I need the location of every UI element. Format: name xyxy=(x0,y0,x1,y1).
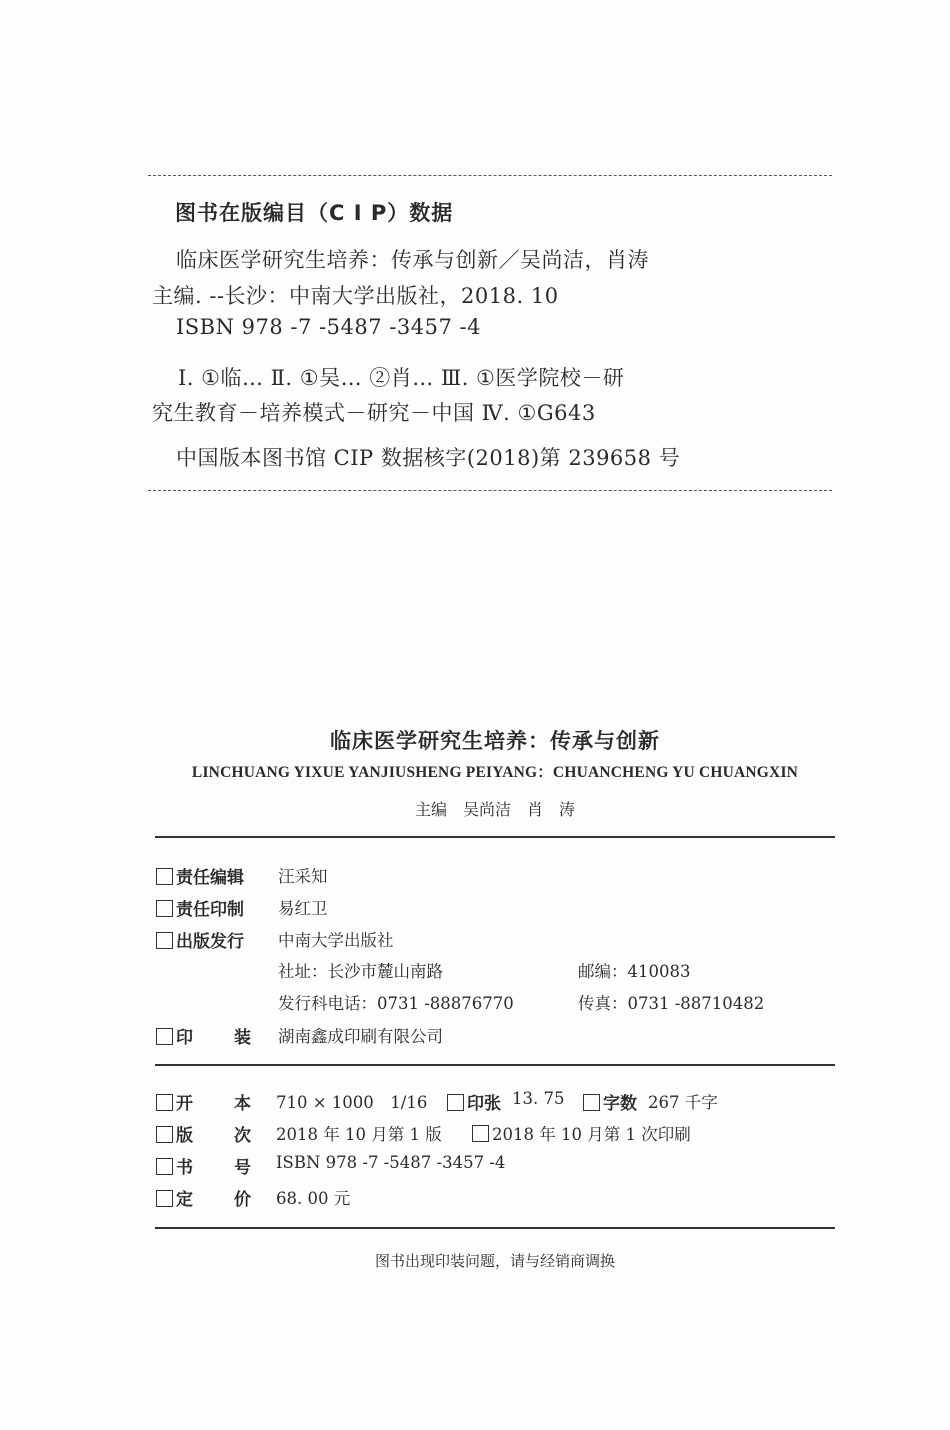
publisher-address: 社址：长沙市麓山南路 xyxy=(278,962,443,981)
responsible-printing-label: 责任印制 xyxy=(156,895,244,920)
format-label: 开 本 xyxy=(156,1089,251,1114)
book-title-pinyin: LINCHUANG YIXUE YANJIUSHENG PEIYANG：CHUANCHENG YU CHUANGXIN xyxy=(191,764,799,781)
edition-label: 版 次 xyxy=(156,1121,251,1146)
details-top-rule xyxy=(155,836,835,838)
cip-line-3: ISBN 978 -7 -5487 -3457 -4 xyxy=(176,315,481,339)
checkbox-icon xyxy=(156,900,173,917)
publisher-fax: 传真：0731 -88710482 xyxy=(578,994,765,1013)
printer: 湖南鑫成印刷有限公司 xyxy=(278,1027,443,1046)
publisher-postcode: 邮编：410083 xyxy=(578,962,691,981)
printing-label: 印 装 xyxy=(156,1023,251,1048)
price-value: 68. 00 元 xyxy=(276,1189,351,1208)
footer-notice: 图书出现印装问题，请与经销商调换 xyxy=(374,1252,615,1270)
isbn-label: 书 号 xyxy=(156,1153,251,1178)
cip-heading: 图书在版编目（C I P）数据 xyxy=(175,201,454,225)
price-label: 定 价 xyxy=(156,1185,251,1210)
responsible-editor-label: 责任编辑 xyxy=(156,863,244,888)
cip-line-1: 临床医学研究生培养：传承与创新／吴尚洁，肖涛 xyxy=(176,248,649,272)
book-editors: 主编 吴尚洁 肖 涛 xyxy=(414,800,575,819)
checkbox-icon xyxy=(156,932,173,949)
responsible-printing: 易红卫 xyxy=(278,899,328,918)
checkbox-icon xyxy=(156,1094,173,1111)
cip-line-6: 中国版本图书馆 CIP 数据核字(2018)第 239658 号 xyxy=(176,446,681,470)
book-title: 临床医学研究生培养：传承与创新 xyxy=(330,729,660,753)
isbn-value: ISBN 978 -7 -5487 -3457 -4 xyxy=(276,1153,506,1172)
specs-bottom-rule xyxy=(155,1227,835,1229)
print-run-value: 2018 年 10 月第 1 次印刷 xyxy=(472,1121,691,1145)
publisher: 中南大学出版社 xyxy=(278,931,394,950)
responsible-editor: 汪采知 xyxy=(278,867,328,886)
cip-line-5: 究生教育－培养模式－研究－中国 Ⅳ. ①G643 xyxy=(152,401,596,425)
edition-value: 2018 年 10 月第 1 版 xyxy=(276,1125,442,1144)
sheets-value: 13. 75 xyxy=(512,1089,565,1108)
cip-line-4: Ⅰ. ①临… Ⅱ. ①吴… ②肖… Ⅲ. ①医学院校－研 xyxy=(178,366,625,390)
words-value: 267 千字 xyxy=(648,1093,718,1112)
format-value: 710 × 1000 1/16 xyxy=(276,1093,428,1112)
checkbox-icon xyxy=(583,1094,600,1111)
cip-line-2: 主编. --长沙：中南大学出版社，2018. 10 xyxy=(152,284,559,308)
checkbox-icon xyxy=(156,1158,173,1175)
checkbox-icon xyxy=(447,1094,464,1111)
cip-bottom-divider xyxy=(148,490,832,491)
publisher-label: 出版发行 xyxy=(156,927,244,952)
cip-top-divider xyxy=(148,175,832,176)
checkbox-icon xyxy=(156,868,173,885)
checkbox-icon xyxy=(156,1028,173,1045)
checkbox-icon xyxy=(156,1190,173,1207)
sheets-label: 印张 xyxy=(447,1089,501,1114)
specs-top-rule xyxy=(155,1064,835,1066)
checkbox-icon xyxy=(156,1126,173,1143)
checkbox-icon xyxy=(472,1125,489,1142)
words-label: 字数 xyxy=(583,1089,637,1114)
publisher-phone: 发行科电话：0731 -88876770 xyxy=(278,994,514,1013)
